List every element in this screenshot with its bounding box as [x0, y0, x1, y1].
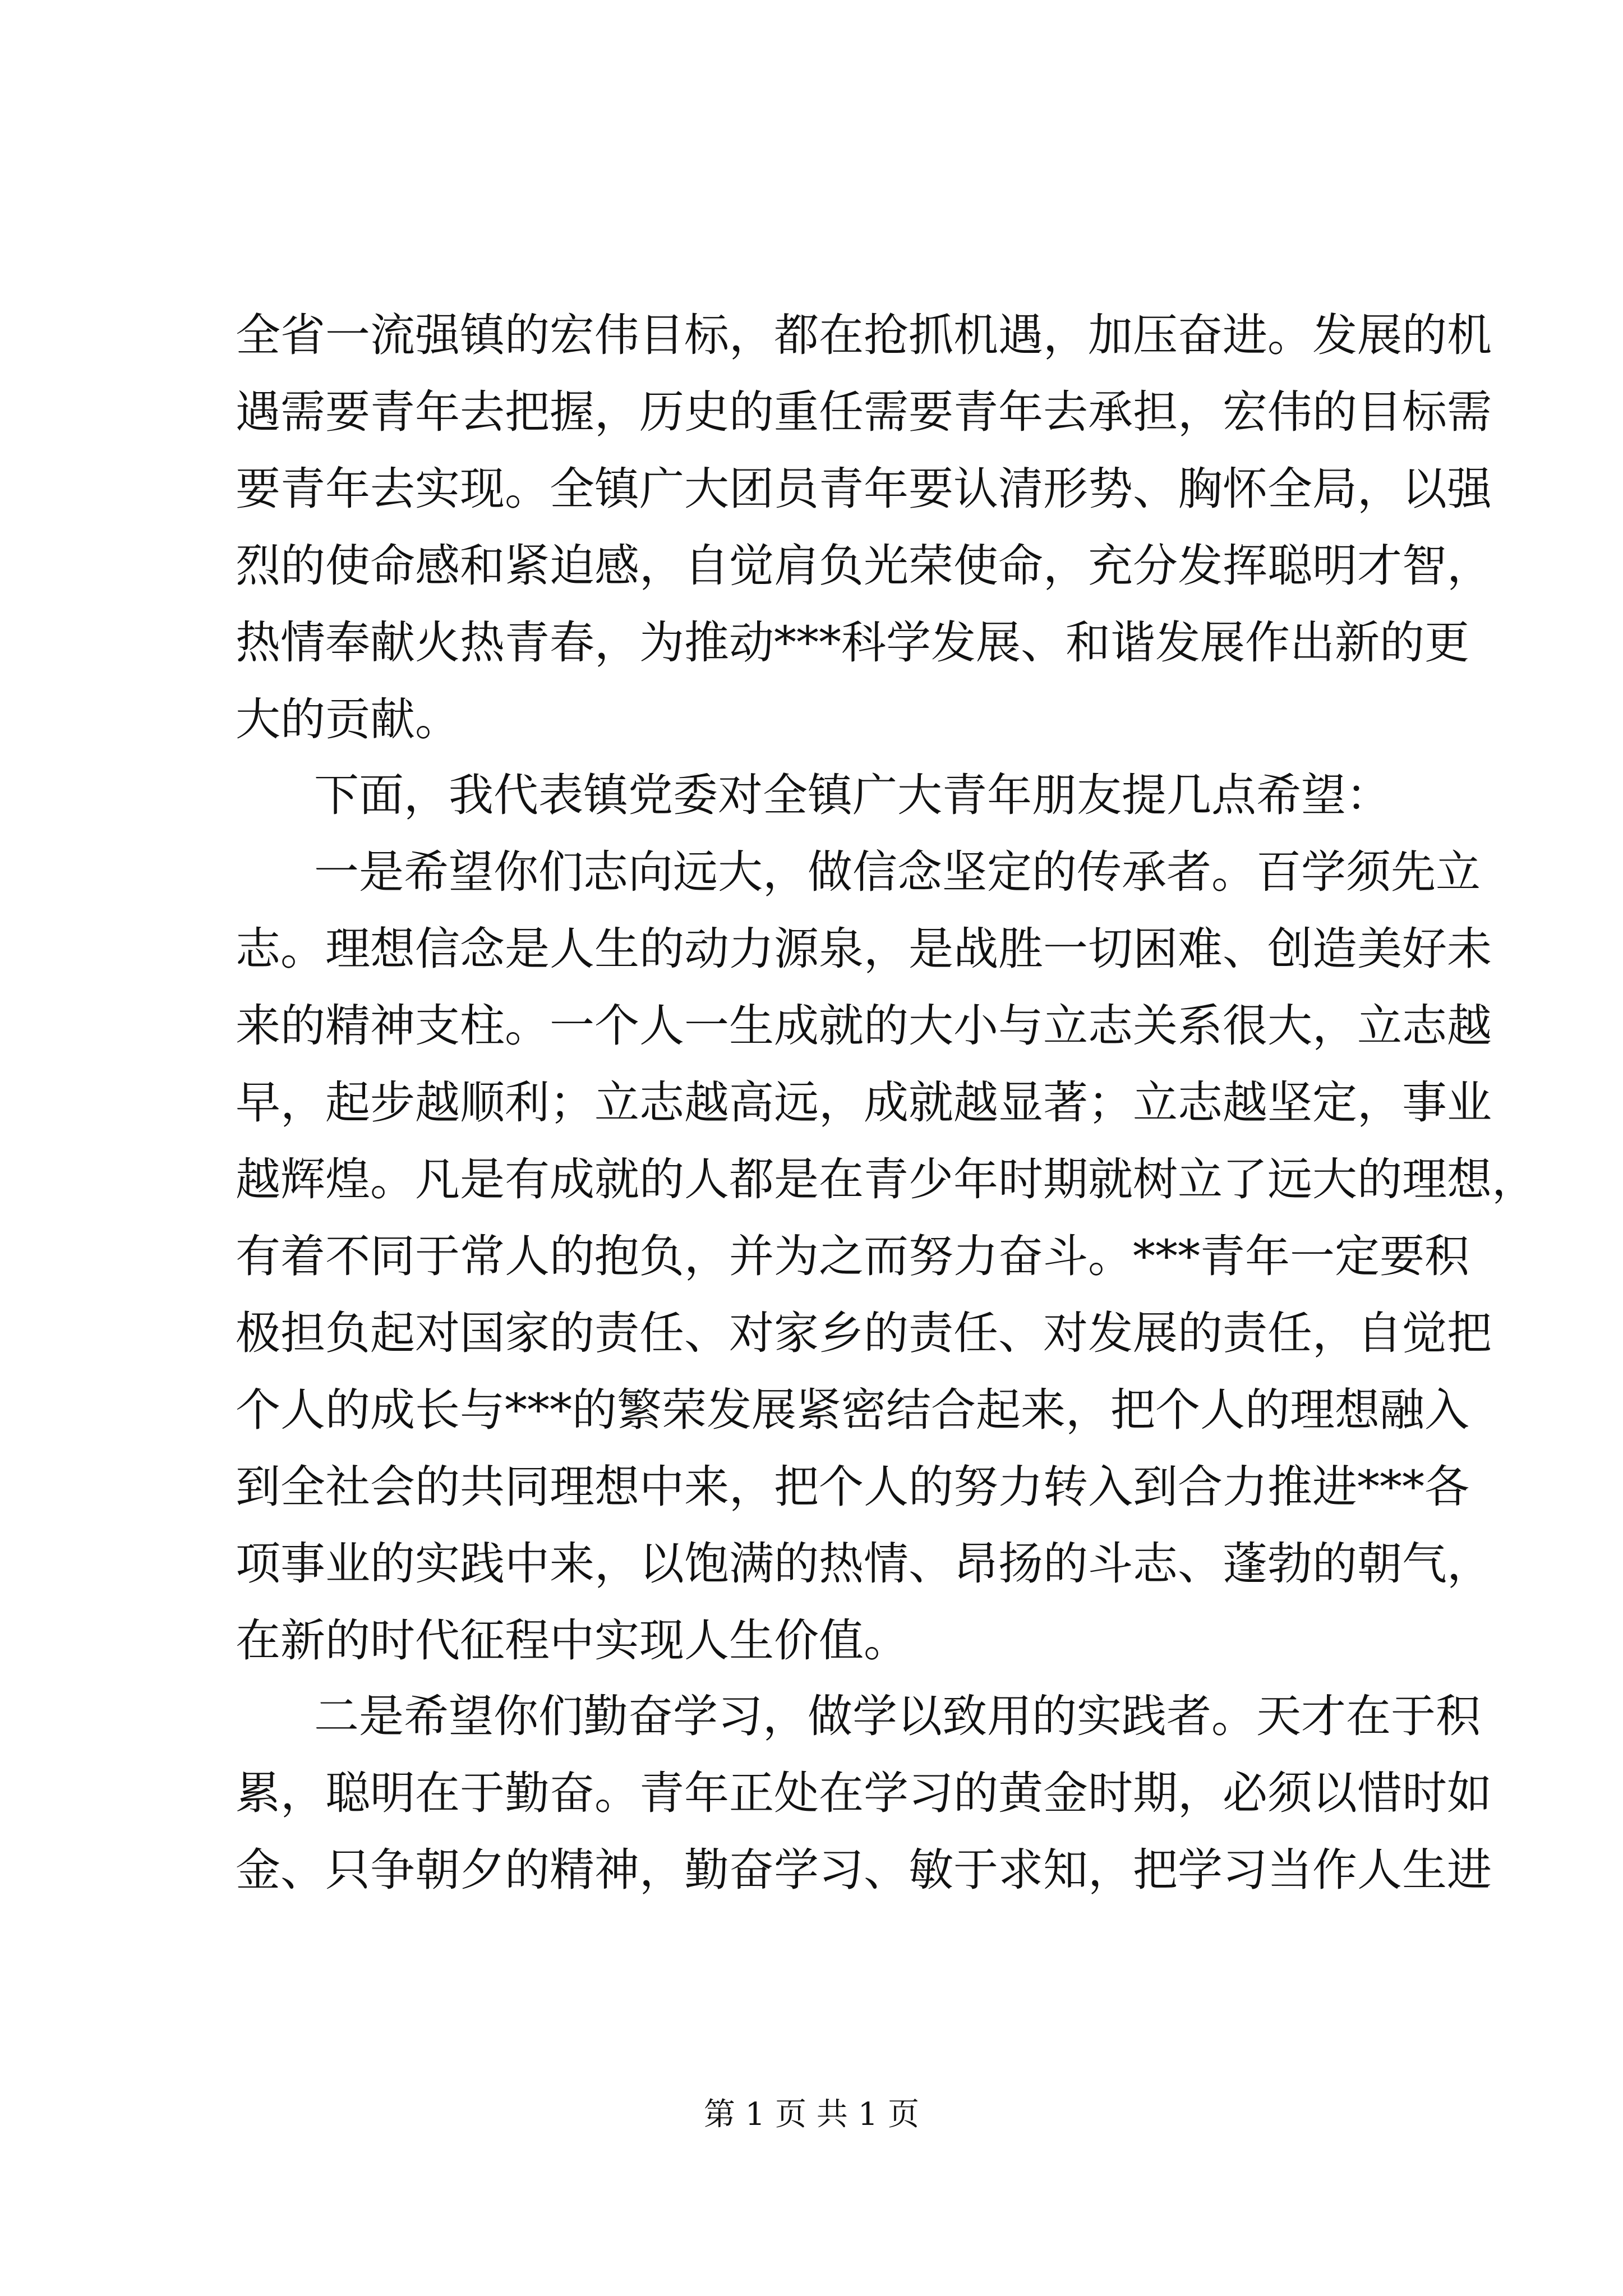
text-line: 大的贡献。: [236, 693, 460, 746]
text-line: 有着不同于常人的抱负，并为之而努力奋斗。***青年一定要积: [236, 1230, 1469, 1282]
text-line: 早，起步越顺利；立志越高远，成就越显著；立志越坚定，事业: [236, 1076, 1492, 1129]
text-line: 烈的使命感和紧迫感，自觉肩负光荣使命，充分发挥聪明才智，: [236, 540, 1492, 592]
text-line: 来的精神支柱。一个人一生成就的大小与立志关系很大，立志越: [236, 1000, 1492, 1052]
text-line: 到全社会的共同理想中来，把个人的努力转入到合力推进***各: [236, 1461, 1469, 1513]
text-line: 志。理想信念是人生的动力源泉，是战胜一切困难、创造美好未: [236, 923, 1492, 975]
text-line: 累，聪明在于勤奋。青年正处在学习的黄金时期，必须以惜时如: [236, 1767, 1492, 1819]
text-line: 要青年去实现。全镇广大团员青年要认清形势、胸怀全局，以强: [236, 463, 1492, 515]
text-line: 全省一流强镇的宏伟目标，都在抢抓机遇，加压奋进。发展的机: [236, 309, 1492, 361]
text-line: 个人的成长与***的繁荣发展紧密结合起来，把个人的理想融入: [236, 1384, 1469, 1436]
text-line: 项事业的实践中来，以饱满的热情、昂扬的斗志、蓬勃的朝气，: [236, 1538, 1492, 1590]
text-line: 热情奉献火热青春，为推动***科学发展、和谐发展作出新的更: [236, 616, 1469, 669]
text-line: 金、只争朝夕的精神，勤奋学习、敏于求知，把学习当作人生进: [236, 1844, 1492, 1896]
text-line: 在新的时代征程中实现人生价值。: [236, 1614, 909, 1667]
text-line: 下面，我代表镇党委对全镇广大青年朋友提几点希望：: [314, 769, 1391, 821]
text-line: 遇需要青年去把握，历史的重任需要青年去承担，宏伟的目标需: [236, 386, 1492, 438]
text-line: 越辉煌。凡是有成就的人都是在青少年时期就树立了远大的理想，: [236, 1153, 1537, 1205]
text-line: 一是希望你们志向远大，做信念坚定的传承者。百学须先立: [314, 846, 1481, 898]
text-line: 极担负起对国家的责任、对家乡的责任、对发展的责任，自觉把: [236, 1307, 1492, 1359]
page-footer: 第 1 页 共 1 页: [703, 2096, 920, 2133]
text-line: 二是希望你们勤奋学习，做学以致用的实践者。天才在于积: [314, 1690, 1481, 1742]
